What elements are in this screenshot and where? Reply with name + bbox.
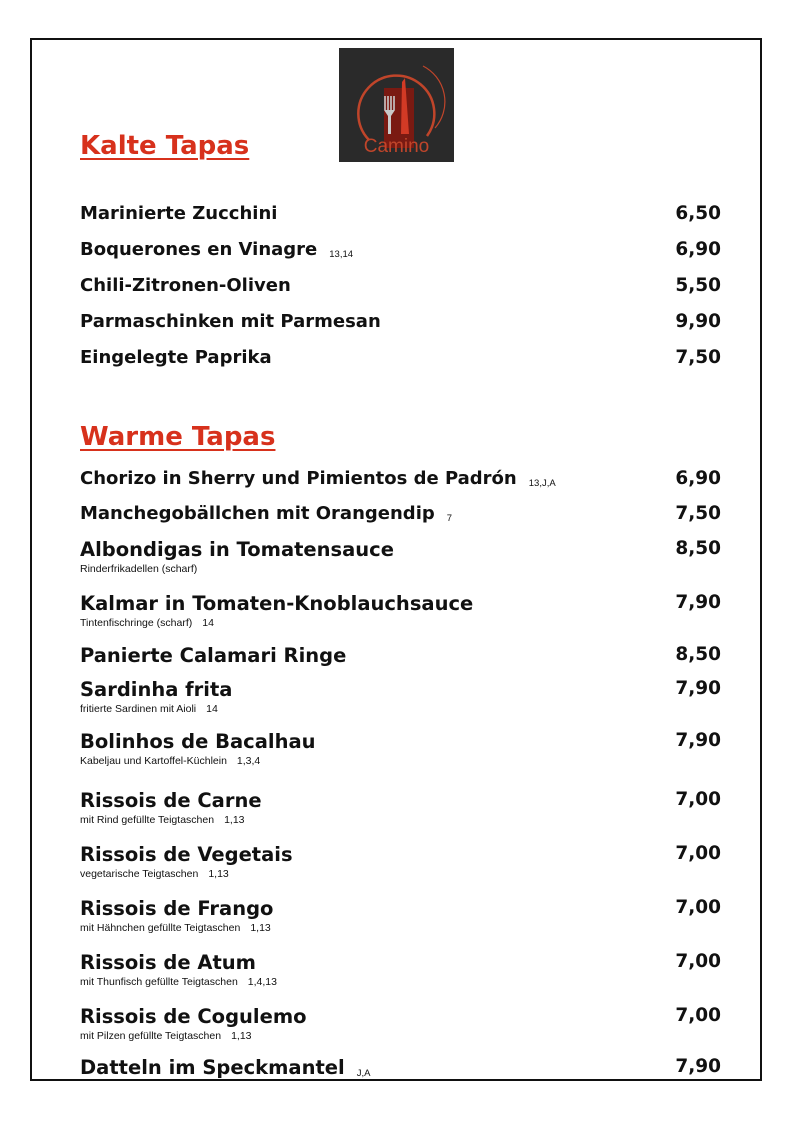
item-price: 7,00 [675, 951, 721, 972]
item-description: mit Rind gefüllte Teigtaschen [80, 814, 215, 826]
menu-item [80, 468, 721, 489]
item-name: Rissois de Cogulemo [80, 1005, 307, 1028]
item-price: 7,00 [675, 843, 721, 864]
menu-item [80, 730, 721, 767]
item-price: 6,90 [675, 468, 721, 489]
item-name: Albondigas in Tomatensauce [80, 538, 394, 561]
item-price: 8,50 [675, 644, 721, 665]
item-price: 7,90 [675, 1056, 721, 1077]
item-description: mit Pilzen gefüllte Teigtaschen [80, 1030, 222, 1042]
item-allergen-note: 13,14 [329, 249, 354, 260]
item-name: Chorizo in Sherry und Pimientos de Padrón [80, 468, 517, 489]
item-price: 7,00 [675, 789, 721, 810]
item-name: Panierte Calamari Ringe [80, 644, 347, 667]
item-allergens: 1,3,4 [236, 755, 261, 767]
item-allergen-note: 13,J,A [528, 478, 556, 489]
item-name: Datteln im Speckmantel [80, 1056, 345, 1079]
section-heading: Warme Tapas [80, 422, 276, 452]
item-description: Rinderfrikadellen (scharf) [80, 563, 198, 575]
menu-item [80, 644, 721, 667]
item-name: Boquerones en Vinagre [80, 239, 318, 260]
item-allergen-note: J,A [356, 1068, 371, 1079]
item-price: 7,50 [675, 347, 721, 368]
item-description: Kabeljau und Kartoffel-Küchlein [80, 755, 227, 767]
item-price: 7,90 [675, 730, 721, 751]
menu-item [80, 538, 721, 575]
item-name: Marinierte Zucchini [80, 203, 278, 224]
item-allergens: 1,4,13 [247, 976, 277, 988]
menu-item [80, 897, 721, 934]
item-name: Parmaschinken mit Parmesan [80, 311, 381, 332]
item-allergens: 14 [206, 703, 218, 715]
item-allergen-note: 7 [446, 513, 453, 524]
item-name: Rissois de Vegetais [80, 843, 293, 866]
item-name: Bolinhos de Bacalhau [80, 730, 316, 753]
item-name: Rissois de Carne [80, 789, 262, 812]
menu-item [80, 678, 721, 715]
item-name: Rissois de Atum [80, 951, 256, 974]
item-description: fritierte Sardinen mit Aioli [80, 703, 197, 715]
item-price: 6,90 [675, 239, 721, 260]
item-price: 8,50 [675, 538, 721, 559]
menu-item [80, 311, 721, 332]
item-price: 9,90 [675, 311, 721, 332]
item-name: Kalmar in Tomaten-Knoblauchsauce [80, 592, 474, 615]
item-price: 7,90 [675, 678, 721, 699]
item-price: 7,00 [675, 1005, 721, 1026]
item-name: Eingelegte Paprika [80, 347, 272, 368]
menu-item [80, 1005, 721, 1042]
section-heading: Kalte Tapas [80, 131, 250, 161]
menu-item [80, 347, 721, 368]
item-description: mit Hähnchen gefüllte Teigtaschen [80, 922, 241, 934]
item-allergens: 1,13 [231, 1030, 252, 1042]
item-price: 7,90 [675, 592, 721, 613]
item-name: Chili-Zitronen-Oliven [80, 275, 291, 296]
item-price: 7,00 [675, 897, 721, 918]
menu-item [80, 843, 721, 880]
item-description: mit Thunfisch gefüllte Teigtaschen [80, 976, 238, 988]
item-name: Rissois de Frango [80, 897, 274, 920]
menu-item [80, 239, 721, 260]
item-description: vegetarische Teigtaschen [80, 868, 199, 880]
menu-item [80, 503, 721, 524]
item-allergens: 1,13 [208, 868, 229, 880]
restaurant-logo [339, 48, 454, 162]
item-name: Manchegobällchen mit Orangendip [80, 503, 435, 524]
menu-item [80, 275, 721, 296]
menu-item [80, 789, 721, 826]
item-description: Tintenfischringe (scharf) [80, 617, 193, 629]
item-price: 7,50 [675, 503, 721, 524]
menu-item [80, 1056, 721, 1079]
item-allergens: 14 [202, 617, 214, 629]
item-allergens: 1,13 [224, 814, 245, 826]
item-allergens: 1,13 [250, 922, 271, 934]
item-price: 5,50 [675, 275, 721, 296]
menu-item [80, 203, 721, 224]
menu-item [80, 592, 721, 629]
menu-item [80, 951, 721, 988]
item-price: 6,50 [675, 203, 721, 224]
item-name: Sardinha frita [80, 678, 233, 701]
logo-text: Camino [363, 136, 430, 157]
